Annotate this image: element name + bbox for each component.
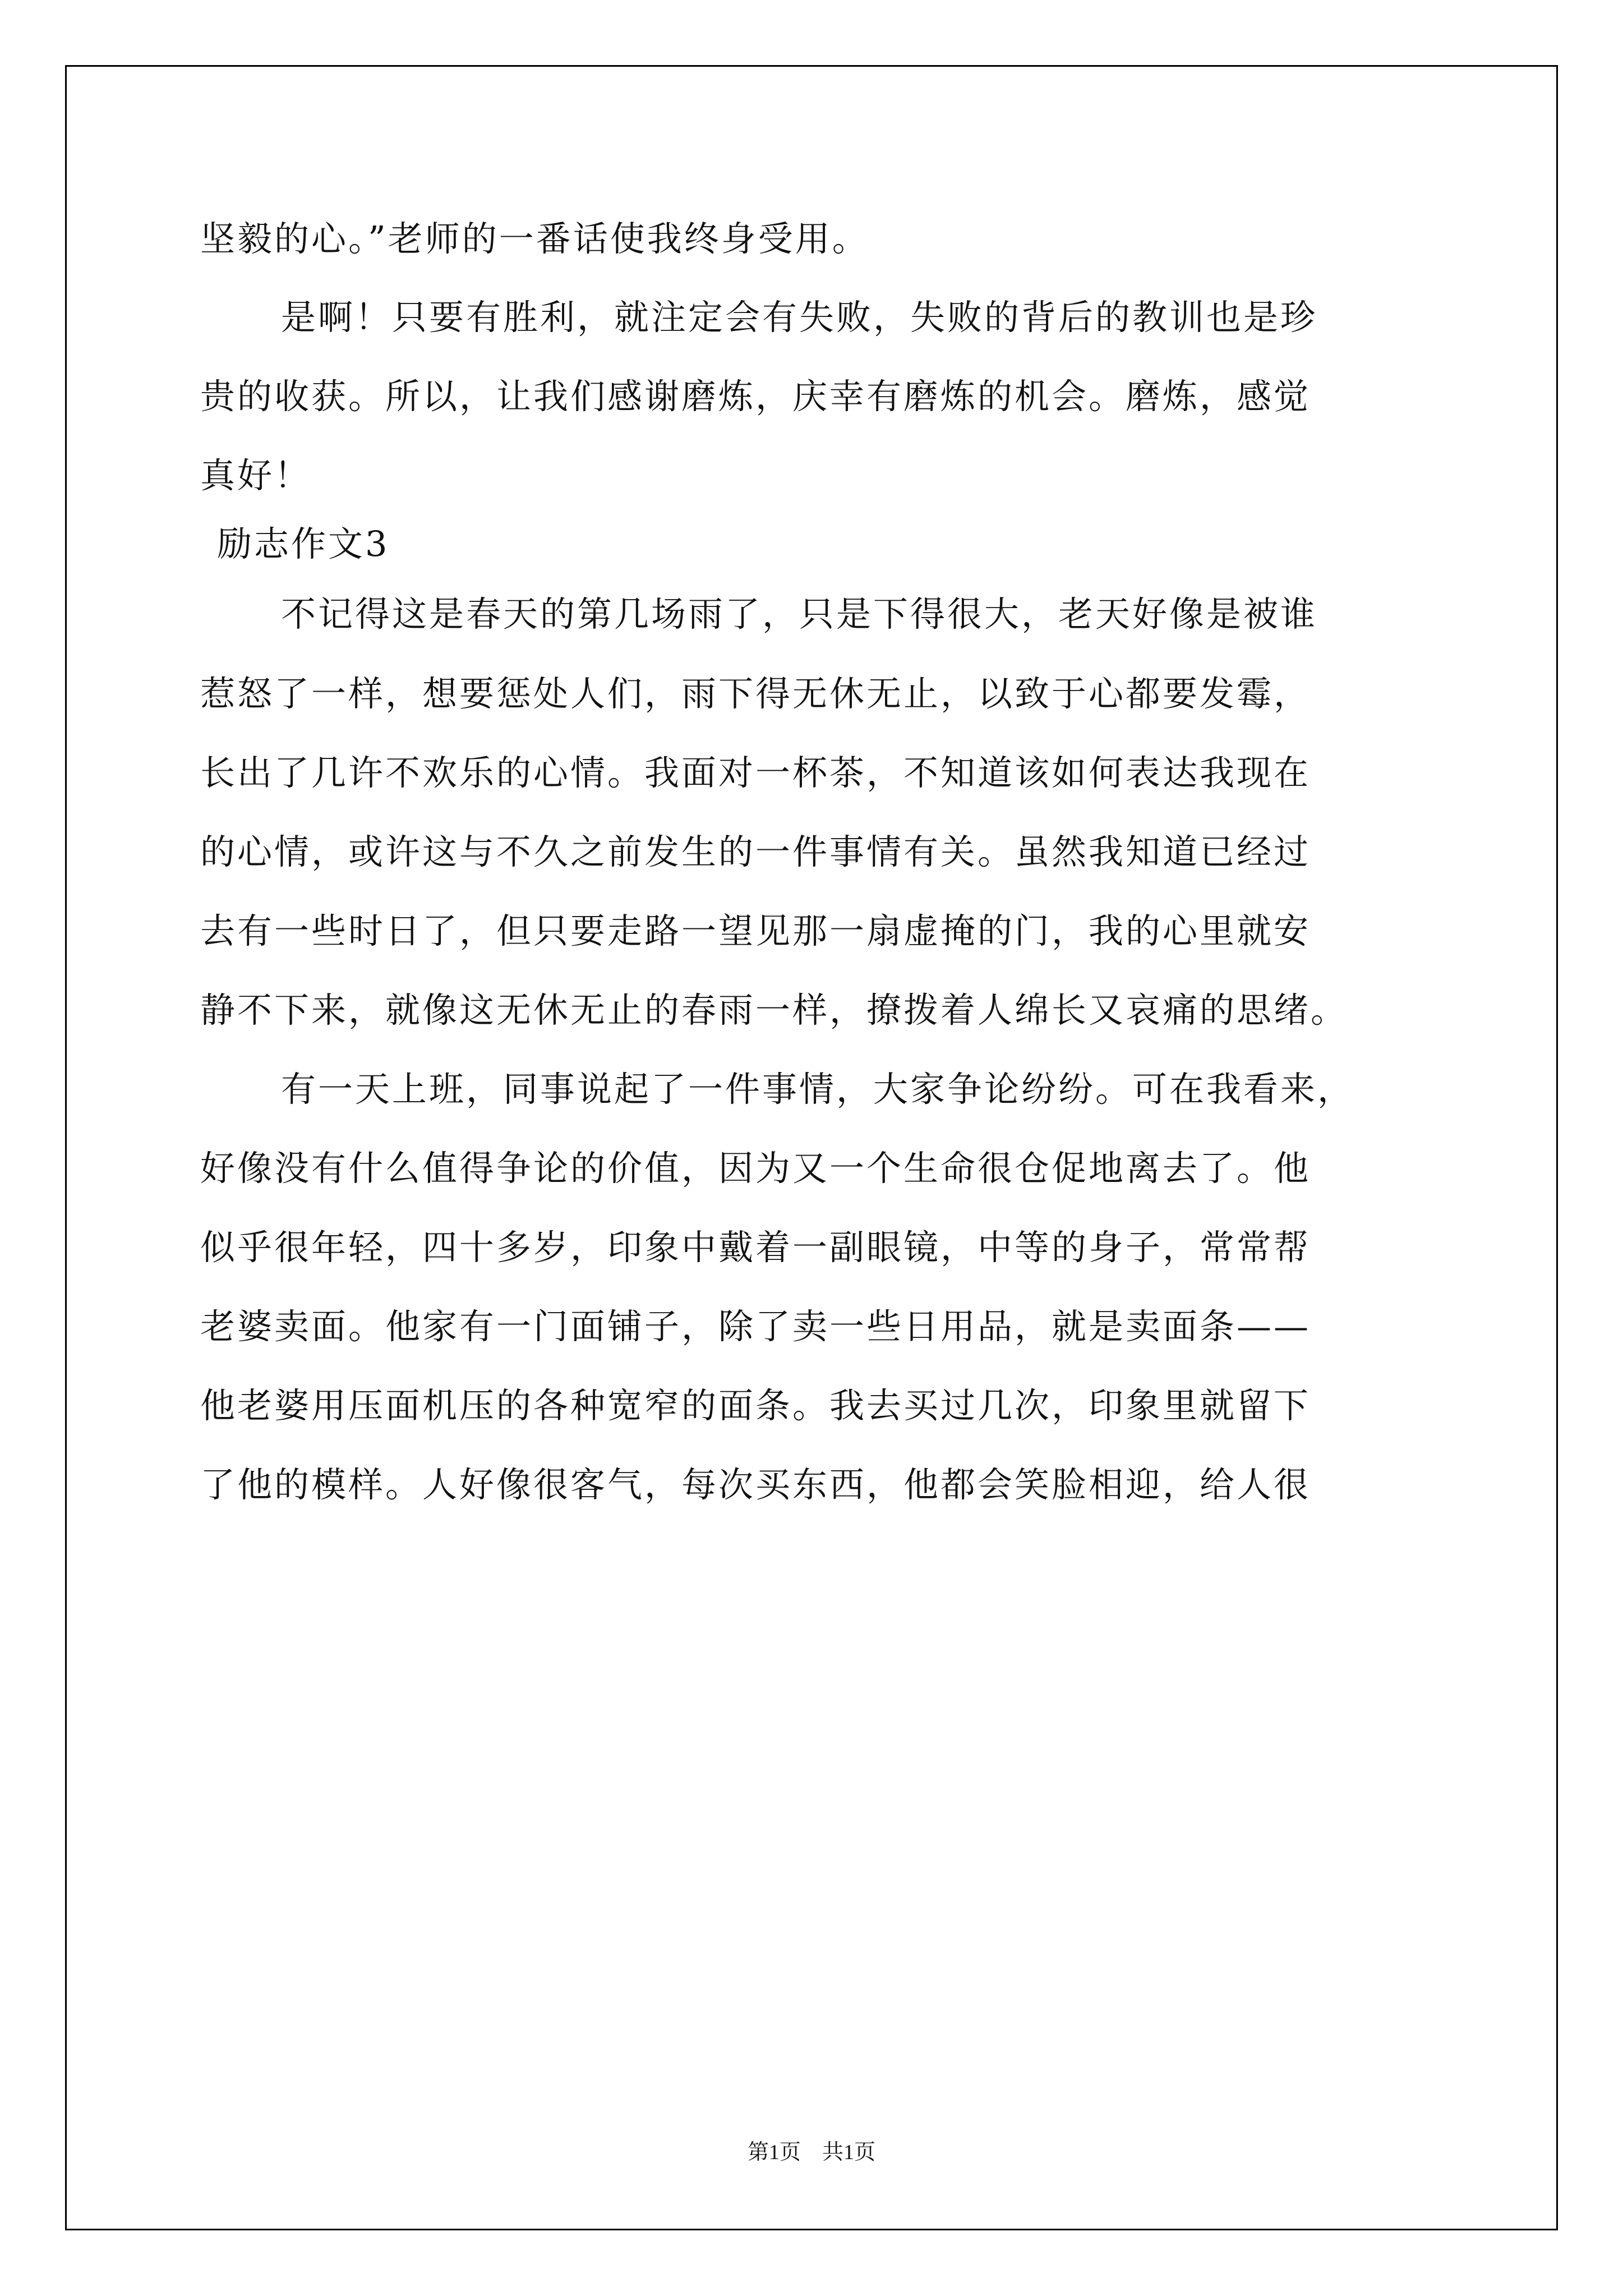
paragraph-line: 长出了几许不欢乐的心情。我面对一杯茶，不知道该如何表达我现在: [200, 752, 1311, 793]
paragraph-line: 惹怒了一样，想要惩处人们，雨下得无休无止，以致于心都要发霉，: [200, 673, 1311, 714]
paragraph-line: 了他的模样。人好像很客气，每次买东西，他都会笑脸相迎，给人很: [200, 1464, 1311, 1505]
paragraph-line: 去有一些时日了，但只要走路一望见那一扇虚掩的门，我的心里就安: [200, 910, 1311, 951]
paragraph-line: 不记得这是春天的第几场雨了，只是下得很大，老天好像是被谁: [281, 593, 1318, 634]
paragraph-line: 是啊！只要有胜利，就注定会有失败，失败的背后的教训也是珍: [281, 297, 1318, 338]
paragraph-line: 老婆卖面。他家有一门面铺子，除了卖一些日用品，就是卖面条——: [200, 1306, 1311, 1347]
page-number-footer: 第1页 共1页: [747, 2141, 875, 2164]
paragraph-line: 的心情，或许这与不久之前发生的一件事情有关。虽然我知道已经过: [200, 831, 1311, 872]
paragraph-line: 坚毅的心。”老师的一番话使我终身受用。: [200, 218, 869, 259]
paragraph-line: 贵的收获。所以，让我们感谢磨炼，庆幸有磨炼的机会。磨炼，感觉: [200, 376, 1311, 417]
section-heading: 励志作文3: [217, 523, 390, 564]
paragraph-line: 真好！: [200, 455, 312, 496]
paragraph-line: 静不下来，就像这无休无止的春雨一样，撩拨着人绵长又哀痛的思绪。: [200, 990, 1348, 1030]
paragraph-line: 似乎很年轻，四十多岁，印象中戴着一副眼镜，中等的身子，常常帮: [200, 1227, 1311, 1268]
paragraph-line: 有一天上班，同事说起了一件事情，大家争论纷纷。可在我看来，: [281, 1069, 1355, 1110]
paragraph-line: 他老婆用压面机压的各种宽窄的面条。我去买过几次，印象里就留下: [200, 1385, 1311, 1426]
paragraph-line: 好像没有什么值得争论的价值，因为又一个生命很仓促地离去了。他: [200, 1148, 1311, 1189]
